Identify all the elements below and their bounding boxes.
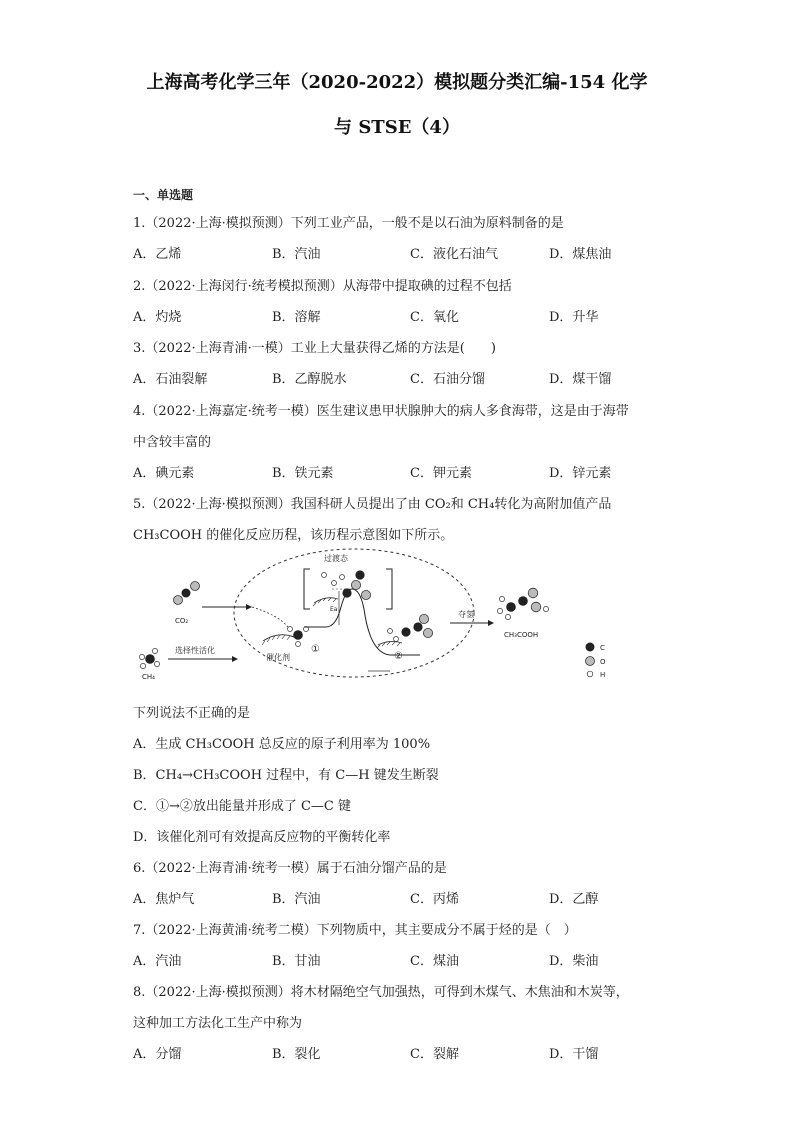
question-stem: 1.（2022·上海·模拟预测）下列工业产品，一般不是以石油为原料制备的是 (133, 216, 564, 231)
option-b[interactable]: B．裂化 (272, 1047, 321, 1062)
option-b[interactable]: B．铁元素 (272, 466, 334, 481)
option-a[interactable]: A．焦炉气 (133, 892, 195, 907)
question-options (133, 368, 653, 388)
question-stem: 4.（2022·上海嘉定·统考一模）医生建议患甲状腺肿大的病人多食海带，这是由于海带 (133, 404, 629, 419)
question-stem-cont: CH₃COOH 的催化反应历程，该历程示意图如下所示。 (133, 528, 454, 543)
doc-title-line2: 与 STSE（4） (334, 117, 460, 138)
option-b[interactable]: B．甘油 (272, 954, 321, 969)
catalyst-label: 催化剂 (266, 653, 290, 662)
question-options (133, 1043, 653, 1063)
question-stem: 2.（2022·上海闵行·统考模拟预测）从海带中提取碘的过程不包括 (133, 279, 512, 294)
section-heading: 一、单选题 (133, 188, 194, 202)
option-c[interactable]: C．钾元素 (410, 466, 472, 481)
option-d[interactable]: D．锌元素 (549, 466, 612, 481)
option-b[interactable]: B．CH₄→CH₃COOH 过程中，有 C—H 键发生断裂 (133, 768, 439, 783)
option-a[interactable]: A．分馏 (133, 1047, 182, 1062)
option-b[interactable]: B．溶解 (272, 310, 321, 325)
co2-arrowhead (246, 604, 252, 610)
catalyst-hatch (262, 635, 290, 645)
option-d[interactable]: D．煤干馏 (549, 372, 612, 387)
option-a[interactable]: A．汽油 (133, 954, 182, 969)
option-b[interactable]: B．汽油 (272, 892, 321, 907)
desorb-arrowhead (488, 620, 494, 626)
ts-bracket-left (304, 569, 310, 609)
question-options (133, 243, 653, 263)
option-d[interactable]: D．乙醇 (549, 892, 599, 907)
intermediate-1 (288, 627, 309, 647)
option-b[interactable]: B．乙醇脱水 (272, 372, 347, 387)
legend-carbon: C (600, 644, 605, 652)
acetic-acid-molecule (497, 588, 548, 619)
ch4-molecule (139, 648, 159, 668)
question-options (133, 306, 653, 326)
intermediate-2-hatch (377, 642, 400, 648)
ts-bracket-right (386, 569, 392, 609)
acetic-acid-label: CH₃COOH (504, 631, 539, 639)
question-stem: 7.（2022·上海黄浦·统考二模）下列物质中，其主要成分不属于烃的是（ ） (133, 923, 577, 938)
question-stem-cont: 这种加工方法化工生产中称为 (133, 1016, 303, 1031)
option-d[interactable]: D．柴油 (549, 954, 599, 969)
doc-title-line1: 上海高考化学三年（2020-2022）模拟题分类汇编-154 化学 (146, 72, 648, 93)
option-d[interactable]: D．煤焦油 (549, 247, 612, 262)
intermediate-2 (388, 614, 433, 641)
catalyst-surface (263, 635, 294, 641)
option-a[interactable]: A．碘元素 (133, 466, 195, 481)
option-c[interactable]: C．裂解 (410, 1047, 459, 1062)
ea-label: Ea (330, 606, 338, 613)
ch4-arrowhead (232, 656, 238, 662)
option-d[interactable]: D．干馏 (549, 1047, 599, 1062)
transition-state-complex (322, 570, 371, 599)
question-stem: 8.（2022·上海·模拟预测）将木材隔绝空气加强热，可得到木煤气、木焦油和木炭等， (133, 985, 629, 1000)
selective-activation-label: 选择性活化 (175, 646, 215, 655)
transition-state-label: 过渡态 (324, 554, 348, 563)
question-stem: 6.（2022·上海青浦·统考一模）属于石油分馏产品的是 (133, 861, 447, 876)
legend-oxygen: O (600, 658, 606, 666)
option-c[interactable]: C．①→②放出能量并形成了 C—C 键 (133, 799, 351, 814)
option-a[interactable]: A．乙烯 (133, 247, 182, 262)
option-c[interactable]: C．氧化 (410, 310, 459, 325)
question-options (133, 462, 653, 482)
ch4-label: CH₄ (142, 673, 155, 681)
desorb-label: 夺氢 (458, 610, 474, 619)
question-stem: 5.（2022·上海·模拟预测）我国科研人员提出了由 CO₂和 CH₄转化为高附加值产品 (133, 497, 612, 512)
option-a[interactable]: A．石油裂解 (133, 372, 208, 387)
question-stem: 3.（2022·上海青浦·一模）工业上大量获得乙烯的方法是( ) (133, 341, 496, 356)
question-after-text: 下列说法不正确的是 (133, 706, 251, 721)
option-c[interactable]: C．石油分馏 (410, 372, 485, 387)
option-c[interactable]: C．液化石油气 (410, 247, 498, 262)
option-a[interactable]: A．灼烧 (133, 310, 182, 325)
reaction-diagram (128, 545, 628, 685)
option-c[interactable]: C．丙烯 (410, 892, 459, 907)
option-a[interactable]: A．生成 CH₃COOH 总反应的原子利用率为 100% (133, 737, 431, 752)
co2-label: CO₂ (175, 617, 189, 625)
question-stem-cont: 中含较丰富的 (133, 435, 212, 450)
question-options (133, 950, 653, 970)
option-c[interactable]: C．煤油 (410, 954, 459, 969)
question-options (133, 888, 653, 908)
co2-molecule (174, 582, 200, 605)
step-2-marker: ② (394, 651, 403, 662)
co2-path-dashed (252, 607, 288, 627)
legend-hydrogen: H (600, 671, 606, 679)
legend (586, 643, 607, 680)
option-b[interactable]: B．汽油 (272, 247, 321, 262)
option-d[interactable]: D．升华 (549, 310, 599, 325)
step-1-marker: ① (311, 644, 320, 655)
option-d[interactable]: D．该催化剂可有效提高反应物的平衡转化率 (133, 830, 391, 845)
